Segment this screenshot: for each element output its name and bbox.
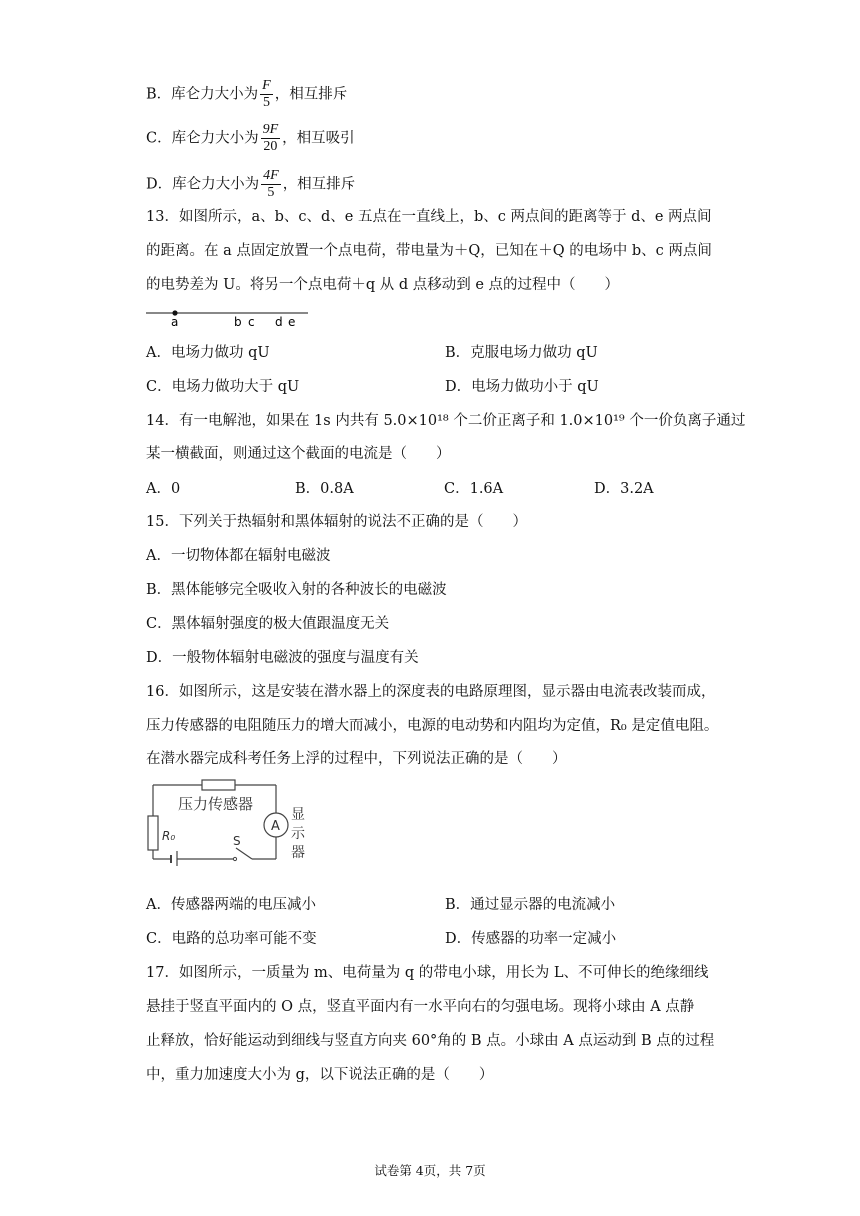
option-prefix: D．库仑力大小为 (146, 176, 260, 193)
option-suffix: ，相互排斥 (282, 176, 356, 193)
page-footer: 试卷第 4页，共 7页 (374, 1163, 486, 1178)
r0-label: R₀ (162, 829, 176, 843)
q16-option-c: C．电路的总功率可能不变 (146, 931, 317, 947)
display-label-char1: 显 (291, 807, 305, 823)
q14-option-d: D．3.2A (594, 481, 654, 497)
q15-stem: 15．下列关于热辐射和黑体辐射的说法不正确的是（ ） (146, 514, 527, 530)
label-b: b (234, 315, 242, 329)
q15-option-b: B．黑体能够完全吸收入射的各种波长的电磁波 (146, 582, 447, 598)
q14-stem-line2: 某一横截面，则通过这个截面的电流是（ ） (146, 446, 451, 462)
q13-stem-line2: 的距离。在 a 点固定放置一个点电荷，带电量为＋Q，已知在＋Q 的电场中 b、c 两点间 (146, 243, 712, 259)
q16-stem-line3: 在潜水器完成科考任务上浮的过程中，下列说法正确的是（ ） (146, 751, 567, 767)
display-label-char3: 器 (291, 845, 305, 861)
q17-stem-line4: 中，重力加速度大小为 g，以下说法正确的是（ ） (146, 1067, 494, 1083)
option-prefix: B．库仑力大小为 (146, 86, 259, 103)
q15-option-c: C．黑体辐射强度的极大值跟温度无关 (146, 616, 390, 632)
q15-option-d: D．一般物体辐射电磁波的强度与温度有关 (146, 650, 419, 666)
fraction (260, 78, 273, 111)
q17-stem-line2: 悬挂于竖直平面内的 O 点，竖直平面内有一水平向右的匀强电场。现将小球由 A 点静 (146, 999, 695, 1015)
q12-option-d (146, 168, 355, 201)
switch-icon (236, 848, 252, 859)
q14-stem-line1: 14．有一电解池，如果在 1s 内共有 5.0×10¹⁸ 个二价正离子和 1.0×10¹⁹ 个一价负离子通过 (146, 413, 746, 429)
r0-resistor (148, 816, 158, 850)
pressure-sensor-label: 压力传感器 (178, 795, 254, 813)
q16-option-a: A．传感器两端的电压减小 (146, 897, 316, 913)
q13-stem-line3: 的电势差为 U。将另一个点电荷＋q 从 d 点移动到 e 点的过程中（ ） (146, 277, 620, 293)
q14-option-a: A．0 (146, 481, 181, 497)
fraction-numerator: F (262, 78, 271, 93)
q17-stem-line3: 止释放，恰好能运动到细线与竖直方向夹 60°角的 B 点。小球由 A 点运动到 B 点的过程 (146, 1033, 715, 1049)
q16-stem-line2: 压力传感器的电阻随压力的增大而减小，电源的电动势和内阻均为定值，R₀ 是定值电阻。 (146, 718, 719, 734)
q13-option-b: B．克服电场力做功 qU (445, 345, 598, 361)
q13-points-figure (144, 304, 314, 330)
q13-option-a: A．电场力做功 qU (146, 345, 270, 361)
label-a: a (171, 315, 179, 329)
fraction-numerator: 4F (263, 168, 279, 183)
fraction-numerator: 9F (262, 122, 279, 137)
q14-option-c: C．1.6A (444, 481, 504, 497)
q17-stem-line1: 17．如图所示，一质量为 m、电荷量为 q 的带电小球，用长为 L、不可伸长的绝缘细线 (146, 965, 709, 981)
q14-option-b: B．0.8A (295, 481, 354, 497)
q12-option-b (146, 78, 347, 111)
fraction-denominator: 5 (267, 185, 275, 200)
q13-stem-line1: 13．如图所示，a、b、c、d、e 五点在一直线上，b、c 两点间的距离等于 d、e 两点间 (146, 209, 712, 225)
switch-label: S (233, 834, 241, 848)
option-suffix: ，相互排斥 (274, 86, 348, 103)
label-d: d (275, 315, 283, 329)
q16-option-b: B．通过显示器的电流减小 (445, 897, 616, 913)
fraction-denominator: 5 (262, 95, 270, 110)
q16-stem-line1: 16．如图所示，这是安装在潜水器上的深度表的电路原理图，显示器由电流表改装而成， (146, 684, 716, 700)
q15-option-a: A．一切物体都在辐射电磁波 (146, 548, 331, 564)
q16-circuit-diagram (144, 776, 324, 866)
option-suffix: ，相互吸引 (282, 130, 355, 147)
switch-contact (233, 857, 236, 860)
q13-option-c: C．电场力做功大于 qU (146, 379, 300, 395)
fraction-denominator: 20 (263, 139, 278, 154)
fraction (261, 168, 281, 201)
option-prefix: C．库仑力大小为 (146, 130, 259, 147)
label-e: e (288, 315, 296, 329)
q16-option-d: D．传感器的功率一定减小 (445, 931, 617, 947)
label-c: c (248, 315, 255, 329)
q13-option-d: D．电场力做功小于 qU (445, 379, 599, 395)
pressure-sensor-resistor (202, 780, 235, 790)
fraction (261, 122, 281, 155)
q12-option-c (146, 122, 355, 155)
ammeter-label: A (271, 819, 280, 834)
display-label-char2: 示 (291, 826, 305, 842)
